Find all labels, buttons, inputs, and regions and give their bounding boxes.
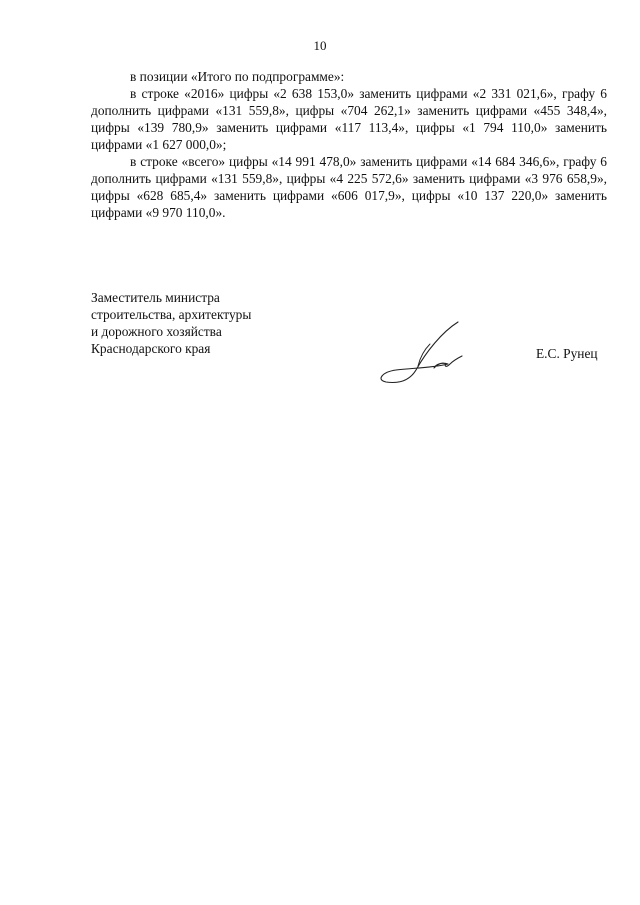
signer-title-line: Заместитель министра [91, 290, 220, 305]
paragraph-itogo-heading: в позиции «Итого по подпрограмме»: [130, 69, 345, 84]
signer-title-line: Краснодарского края [91, 341, 211, 356]
signer-title-line: строительства, архитектуры [91, 307, 252, 322]
signer-title-line: и дорожного хозяйства [91, 324, 222, 339]
page-number: 10 [313, 38, 327, 53]
handwritten-signature [372, 318, 472, 390]
paragraph-row-2016: в строке «2016» цифры «2 638 153,0» заменить цифрами «2 331 021,6», графу 6 дополнить цифрами «131 559,8», цифры «704 262,1» заменить цифрами «455 348,4», цифры «139 780,9» заменить цифрами «117 113,4», цифры «1 794 110,0» заменить цифрами «1 627 000,0»; [91, 86, 607, 152]
document-body [91, 68, 607, 221]
signer-title-block [91, 289, 607, 357]
paragraph-row-total: в строке «всего» цифры «14 991 478,0» заменить цифрами «14 684 346,6», графу 6 дополнить цифрами «131 559,8», цифры «4 225 572,6» заменить цифрами «3 976 658,9», цифры «628 685,4» заменить цифрами «606 017,9», цифры «10 137 220,0» заменить цифрами «9 970 110,0». [91, 154, 607, 220]
signer-name: Е.С. Рунец [536, 346, 598, 361]
